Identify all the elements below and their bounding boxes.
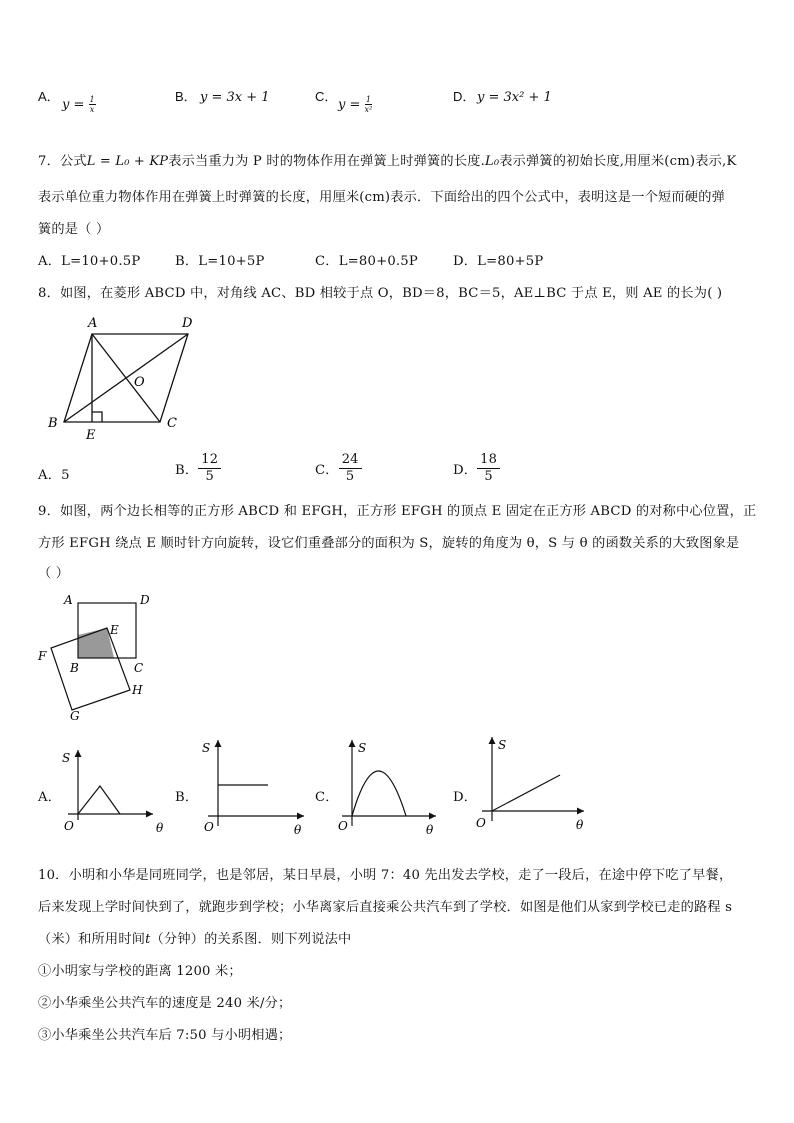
q10-item-2: ②小华乘坐公共汽车的速度是 240 米/分； xyxy=(38,996,292,1011)
q9-option-a-letter[interactable]: A． xyxy=(38,790,62,805)
option-letter: D． xyxy=(453,89,476,104)
q6-option-d[interactable] xyxy=(453,86,475,105)
option-letter: D． xyxy=(453,254,478,269)
origin-label: O xyxy=(204,820,214,834)
denominator: x² xyxy=(364,105,373,114)
formula: L₀ xyxy=(485,154,500,169)
q7-option-a[interactable] xyxy=(38,250,140,269)
graph-curve xyxy=(78,786,120,814)
option-letter: C． xyxy=(315,254,339,269)
q6-option-b[interactable] xyxy=(175,86,197,105)
q9-line2: 方形 EFGH 绕点 E 顺时针方向旋转，设它们重叠部分的面积为 S，旋转的角度为 θ，S 与 θ 的函数关系的大致图象是 xyxy=(38,536,740,551)
label-d: D xyxy=(140,593,150,607)
label-o: O xyxy=(134,375,145,390)
numerator: 1 xyxy=(365,95,371,104)
x-label: θ xyxy=(294,823,302,837)
q6-option-c[interactable] xyxy=(315,86,337,105)
q8-option-b[interactable] xyxy=(175,452,221,485)
variable: t xyxy=(145,932,151,947)
numerator: 1 xyxy=(89,95,95,104)
q7-line3: 簧的是（ ） xyxy=(38,222,110,237)
denominator: 5 xyxy=(205,469,214,484)
numerator: 18 xyxy=(477,452,500,469)
option-letter: B． xyxy=(175,89,197,104)
option-letter: B． xyxy=(175,463,199,478)
q7-option-c[interactable] xyxy=(315,250,418,269)
option-text: L=80+0.5P xyxy=(338,254,418,269)
formula: L = L₀ + KP xyxy=(86,154,169,169)
fraction xyxy=(339,452,362,485)
text: 表示弹簧的初始长度,用厘米(cm)表示,K xyxy=(499,154,737,169)
option-letter: A． xyxy=(38,254,62,269)
graph-curve xyxy=(492,775,560,811)
x-label: θ xyxy=(426,823,434,836)
q8-option-c[interactable] xyxy=(315,452,362,485)
q9-line3: （ ） xyxy=(38,566,70,581)
q7-line1 xyxy=(38,150,737,169)
denominator: 5 xyxy=(345,469,355,484)
origin-label: O xyxy=(64,819,74,833)
fraction xyxy=(89,96,96,114)
numerator: 24 xyxy=(339,452,362,469)
q9-option-b-graph[interactable] xyxy=(196,734,311,837)
x-label: θ xyxy=(576,818,584,832)
q6-option-a-formula xyxy=(62,96,96,114)
label-a: A xyxy=(64,593,73,607)
fraction xyxy=(477,452,500,485)
q6-option-a[interactable] xyxy=(38,86,60,105)
q10-line1: 10．小明和小华是同班同学，也是邻居，某日早晨，小明 7：40 先出发去学校，走了一段后，在途中停下吃了早餐， xyxy=(38,868,733,883)
q10-line2: 后来发现上学时间快到了，就跑步到学校；小华离家后直接乘公共汽车到了学校．如图是他们从家到学校已走的路程 s xyxy=(38,900,733,915)
q6-option-d-formula: y = 3x² + 1 xyxy=(477,90,552,105)
option-text: 5 xyxy=(61,468,70,483)
denominator: x xyxy=(89,105,95,114)
option-letter: A． xyxy=(38,468,62,483)
diagonal-bd xyxy=(64,334,188,422)
label-b: B xyxy=(70,661,79,675)
label-h: H xyxy=(132,683,143,697)
option-text: L=10+5P xyxy=(198,254,265,269)
option-letter: B． xyxy=(175,254,199,269)
q6-option-c-formula xyxy=(338,96,372,114)
label-e: E xyxy=(86,428,96,440)
fraction xyxy=(365,96,373,114)
text: 表示当重力为 P 时的物体作用在弹簧上时弹簧的长度. xyxy=(168,154,485,169)
option-letter: D． xyxy=(453,463,478,478)
rhombus-figure xyxy=(40,310,210,440)
q7-line2: 表示单位重力物体作用在弹簧上时弹簧的长度，用厘米(cm)表示．下面给出的四个公式中，表明这是一个短而硬的弹 xyxy=(38,190,725,205)
option-letter: C． xyxy=(315,463,339,478)
y-label: S xyxy=(498,738,507,752)
formula-lhs: y = xyxy=(62,97,85,113)
graph-curve xyxy=(352,771,406,816)
right-angle-mark xyxy=(92,412,102,422)
numerator: 12 xyxy=(198,452,221,469)
text: （分钟）的关系图．则下列说法中 xyxy=(150,932,352,947)
q10-item-1: ①小明家与学校的距离 1200 米； xyxy=(38,964,242,979)
q9-option-a-graph[interactable] xyxy=(58,742,173,837)
q10-item-3: ③小华乘坐公共汽车后 7:50 与小明相遇； xyxy=(38,1028,292,1043)
origin-label: O xyxy=(476,816,486,830)
option-text: L=80+5P xyxy=(477,254,544,269)
option-letter: C． xyxy=(315,89,338,104)
y-label: S xyxy=(62,751,71,765)
option-letter: A． xyxy=(38,89,60,104)
q7-option-b[interactable] xyxy=(175,250,265,269)
q10-line3 xyxy=(38,928,351,947)
q8-option-d[interactable] xyxy=(453,452,500,485)
q9-line1: 9．如图，两个边长相等的正方形 ABCD 和 EFGH，正方形 EFGH 的顶点 E 固定在正方形 ABCD 的对称中心位置，正 xyxy=(38,504,757,519)
y-label: S xyxy=(202,741,211,755)
q9-option-c-graph[interactable] xyxy=(334,736,449,836)
q8-stem: 8．如图，在菱形 ABCD 中，对角线 AC、BD 相较于点 O，BD＝8，BC＝5，AE⊥BC 于点 E，则 AE 的长为( ) xyxy=(38,286,723,301)
label-c: C xyxy=(167,416,177,431)
fraction xyxy=(198,452,221,485)
squares-figure xyxy=(34,590,164,725)
label-a: A xyxy=(88,316,98,331)
q9-option-b-letter[interactable]: B． xyxy=(175,790,199,805)
label-g: G xyxy=(70,709,80,723)
text: 公式 xyxy=(59,154,87,169)
y-label: S xyxy=(358,741,367,755)
label-e: E xyxy=(110,623,119,637)
q7-option-d[interactable] xyxy=(453,250,543,269)
option-text: L=10+0.5P xyxy=(61,254,141,269)
origin-label: O xyxy=(338,819,348,833)
label-c: C xyxy=(134,661,144,675)
q9-option-c-letter[interactable]: C． xyxy=(315,790,339,805)
x-label: θ xyxy=(156,821,164,835)
label-b: B xyxy=(48,416,58,431)
denominator: 5 xyxy=(484,469,493,484)
q9-option-d-graph[interactable] xyxy=(472,733,592,833)
text: （米）和所用时间 xyxy=(38,932,146,947)
q9-option-d-letter[interactable]: D． xyxy=(453,790,478,805)
q8-option-a[interactable] xyxy=(38,464,70,483)
label-d: D xyxy=(182,316,193,331)
formula-lhs: y = xyxy=(338,97,361,113)
label-f: F xyxy=(38,649,47,663)
q6-option-b-formula: y = 3x + 1 xyxy=(200,90,270,105)
question-number: 7． xyxy=(38,154,60,169)
